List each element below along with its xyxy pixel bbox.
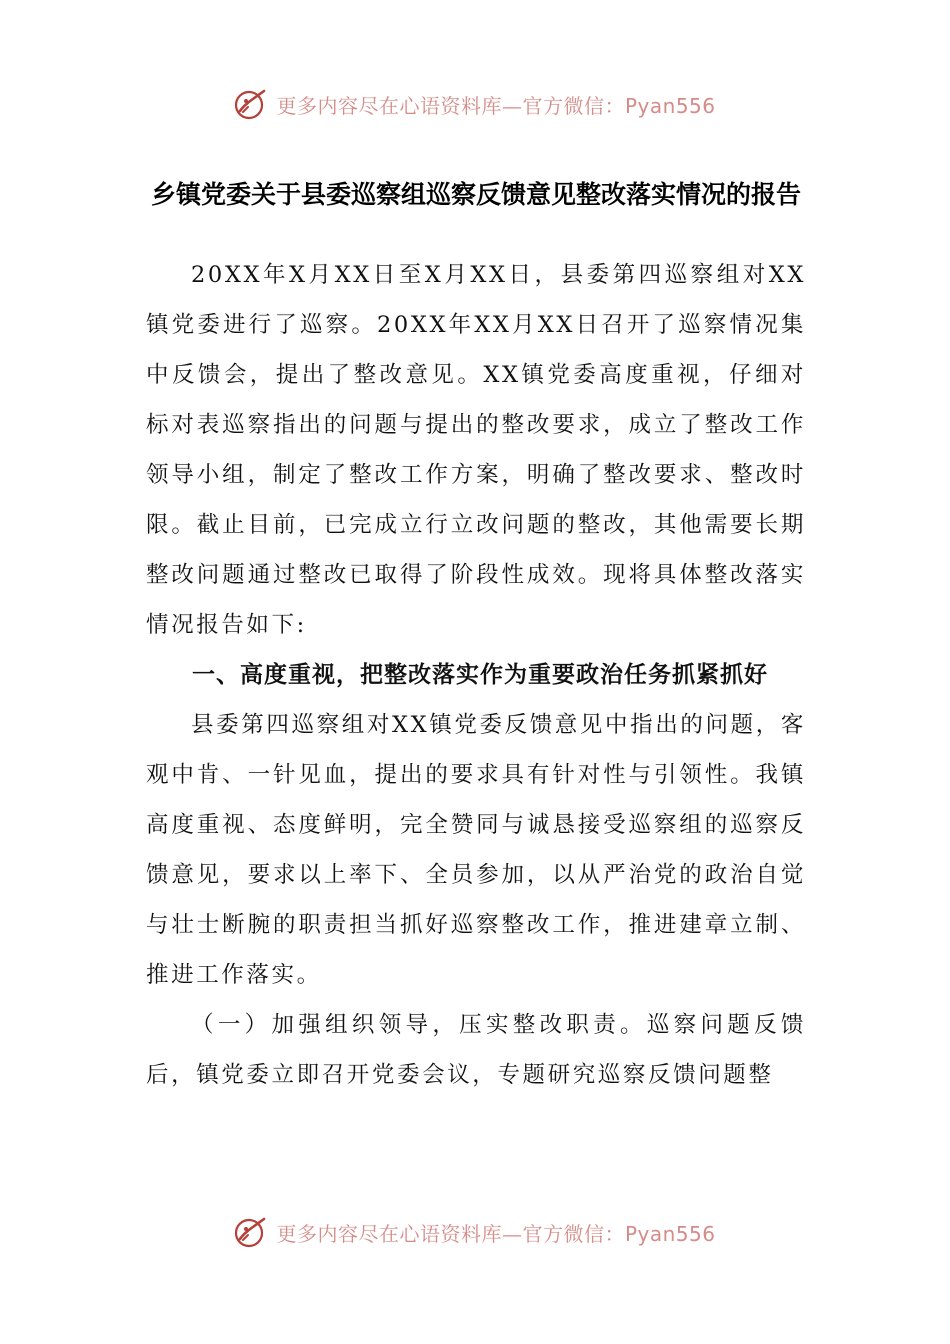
section-1-paragraph: 县委第四巡察组对XX镇党委反馈意见中指出的问题，客观中肯、一针见血，提出的要求具有针对性与引领性。我镇高度重视、态度鲜明，完全赞同与诚恳接受巡察组的巡察反馈意见，要求以上率下、全员参加，以从严治党的政治自觉与壮士断腕的职责担当抓好巡察整改工作，推进建章立制、推进工作落实。 — [146, 712, 806, 988]
document-body — [146, 170, 806, 1100]
watermark-footer — [0, 1212, 950, 1252]
intro-paragraph: 20XX年X月XX日至X月XX日，县委第四巡察组对XX镇党委进行了巡察。20XX年XX月XX日召开了巡察情况集中反馈会，提出了整改意见。XX镇党委高度重视，仔细对标对表巡察指出的问题与提出的整改要求，成立了整改工作领导小组，制定了整改工作方案，明确了整改要求、整改时限。截止目前，已完成立行立改问题的整改，其他需要长期整改问题通过整改已取得了阶段性成效。现将具体整改落实情况报告如下: — [146, 262, 806, 638]
pen-logo-icon — [234, 1215, 268, 1249]
watermark-text: 更多内容尽在心语资料库—官方微信：Pyan556 — [276, 1221, 716, 1246]
subsection-1-text: 巡察问题反馈后，镇党委立即召开党委会议，专题研究巡察反馈问题整 — [146, 1012, 806, 1088]
subsection-1-lead: （一）加强组织领导，压实整改职责。 — [191, 1012, 647, 1038]
watermark-text: 更多内容尽在心语资料库—官方微信：Pyan556 — [276, 93, 716, 118]
subsection-1-paragraph — [146, 1000, 806, 1100]
watermark-header — [0, 84, 950, 124]
section-heading-1: 一、高度重视，把整改落实作为重要政治任务抓紧抓好 — [192, 662, 768, 688]
document-title: 乡镇党委关于县委巡察组巡察反馈意见整改落实情况的报告 — [150, 180, 801, 209]
pen-logo-icon — [234, 87, 268, 121]
